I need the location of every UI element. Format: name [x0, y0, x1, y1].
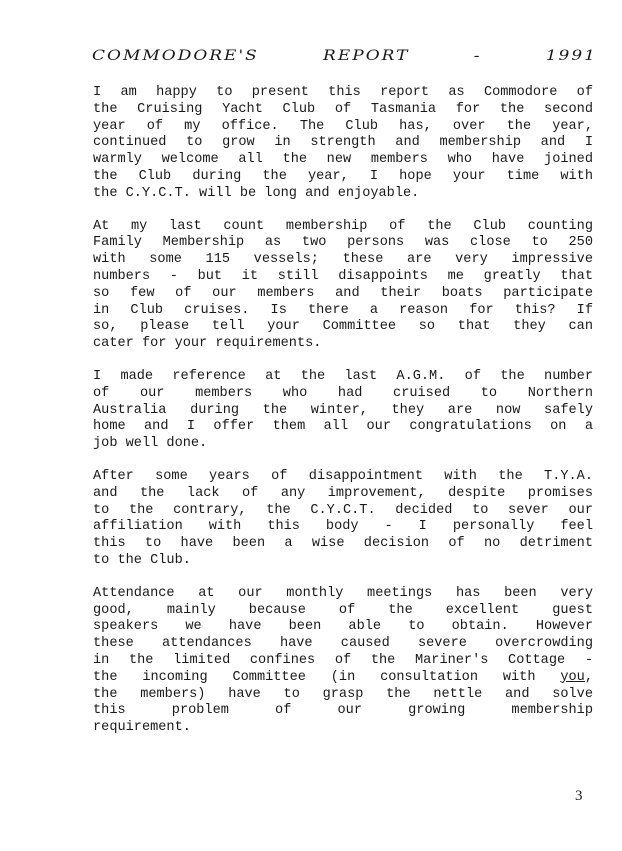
text-line: speakers we have been able to obtain. However — [93, 619, 593, 635]
text-line: numbers - but it still disappoints me greatly that — [93, 268, 593, 284]
text-line: year of my office. The Club has, over the year, — [93, 118, 593, 134]
text-line: After some years of disappointment with the T.Y.A. — [93, 468, 593, 484]
text-line: this to have been a wise decision of no detriment — [93, 536, 593, 552]
text-line: the C.Y.C.T. will be long and enjoyable. — [93, 185, 420, 201]
text-line: in Club cruises. Is there a reason for this? If — [93, 302, 593, 318]
text-line: job well done. — [93, 436, 208, 452]
text-line: of our members who had cruised to Northern — [93, 385, 593, 401]
text-line: to the Club. — [93, 552, 191, 568]
text-line: At my last count membership of the Club counting — [93, 218, 593, 234]
text-line: continued to grow in strength and membership and I — [93, 135, 593, 151]
text-line: good, mainly because of the excellent guest — [93, 602, 593, 618]
text-line: affiliation with this body - I personally feel — [93, 519, 593, 535]
text-line: I made reference at the last A.G.M. of the number — [93, 368, 593, 384]
text-line: these attendances have caused severe overcrowding — [93, 636, 593, 652]
text-line: this problem of our growing membership — [93, 703, 593, 719]
text-line: the members) have to grasp the nettle and solve — [93, 686, 593, 702]
text-line: Attendance at our monthly meetings has been very — [93, 585, 593, 601]
text-line: so few of our members and their boats participate — [93, 285, 593, 301]
paragraph-attendance — [93, 586, 593, 737]
text-line: and the lack of any improvement, despite promises — [93, 485, 593, 501]
text-line: with some 115 vessels; these are very impressive — [93, 252, 593, 268]
text-line: requirement. — [93, 720, 191, 736]
text-line: the Club during the year, I hope your time with — [93, 168, 593, 184]
paragraph-membership — [93, 219, 593, 353]
text-line: cater for your requirements. — [93, 336, 322, 352]
page-number: 3 — [575, 788, 583, 804]
text-line: so, please tell your Committee so that they can — [93, 319, 593, 335]
paragraph-cruise — [93, 369, 593, 453]
report-body — [93, 85, 593, 753]
text-line: the Cruising Yacht Club of Tasmania for the second — [93, 101, 593, 117]
text-line-underlined: the incoming Committee (in consultation with you, — [93, 669, 593, 685]
paragraph-affiliation — [93, 469, 593, 570]
text-line: Australia during the winter, they are now safely — [93, 402, 593, 418]
text-line: Family Membership as two persons was close to 250 — [93, 235, 593, 251]
text-line: in the limited confines of the Mariner's Cottage - — [93, 652, 593, 668]
underlined-word: you — [560, 669, 585, 685]
text-line: I am happy to present this report as Commodore of — [93, 85, 593, 100]
report-title: COMMODORE'S REPORT - 1991 — [92, 48, 597, 64]
text-line: home and I offer them all our congratulations on a — [93, 419, 593, 435]
paragraph-welcome — [93, 85, 593, 203]
text-line: to the contrary, the C.Y.C.T. decided to sever our — [93, 502, 593, 518]
text-line: warmly welcome all the new members who have joined — [93, 152, 593, 168]
